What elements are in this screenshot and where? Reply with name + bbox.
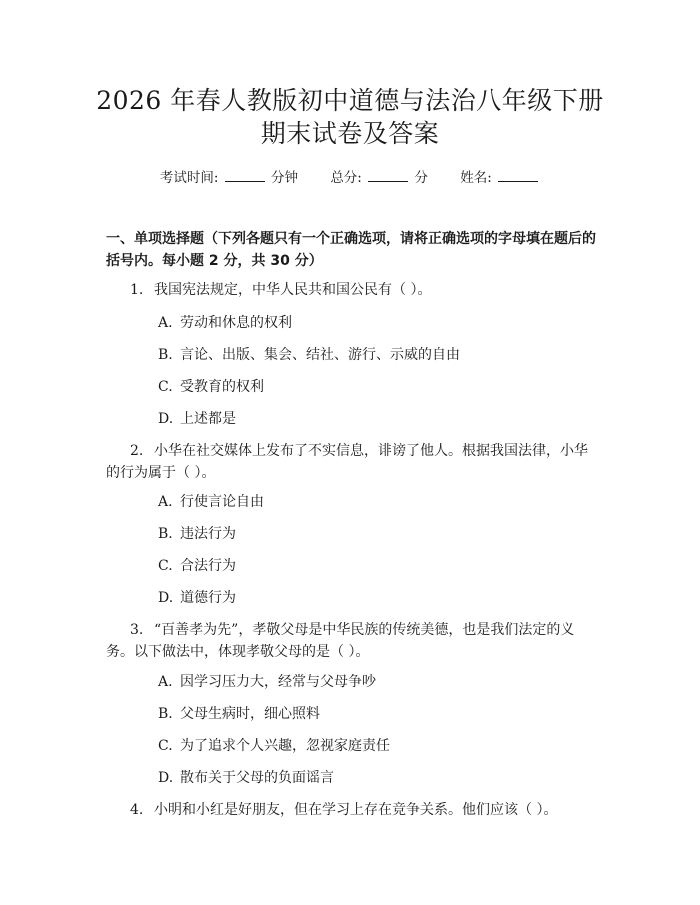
section-heading: 一、单项选择题（下列各题只有一个正确选项，请将正确选项的字母填在题后的括号内。每小题 2 分，共 30 分） bbox=[106, 231, 596, 269]
option-1d bbox=[158, 409, 598, 429]
question-number: 4. bbox=[130, 802, 144, 818]
exam-title-line-2: 期末试卷及答案 bbox=[260, 119, 440, 148]
question-4 bbox=[106, 799, 596, 821]
option-letter: D. bbox=[158, 411, 174, 427]
option-text: 因学习压力大，经常与父母争吵 bbox=[180, 674, 376, 690]
option-letter: D. bbox=[158, 770, 174, 786]
option-1a bbox=[158, 313, 598, 333]
option-letter: A. bbox=[158, 315, 173, 331]
option-letter: C. bbox=[158, 379, 173, 395]
option-letter: A. bbox=[158, 494, 173, 510]
score-label: 总分: bbox=[330, 170, 362, 186]
question-text: 小华在社交媒体上发布了不实信息，诽谤了他人。根据我国法律，小华的行为属于（ ）。 bbox=[106, 443, 588, 481]
question-text: “百善孝为先”，孝敬父母是中华民族的传统美德，也是我们法定的义务。以下做法中，体现孝敬父母的是（ ）。 bbox=[106, 622, 575, 660]
score-unit: 分 bbox=[414, 170, 428, 186]
question-1 bbox=[106, 279, 596, 301]
name-blank bbox=[498, 168, 538, 182]
option-text: 父母生病时，细心照料 bbox=[180, 706, 320, 722]
option-text: 为了追求个人兴趣，忽视家庭责任 bbox=[180, 738, 390, 754]
option-text: 受教育的权利 bbox=[180, 379, 264, 395]
option-letter: C. bbox=[158, 738, 173, 754]
question-text: 小明和小红是好朋友，但在学习上存在竞争关系。他们应该（ ）。 bbox=[154, 802, 558, 818]
option-2a bbox=[158, 492, 598, 512]
question-3 bbox=[106, 619, 596, 663]
option-letter: B. bbox=[158, 526, 173, 542]
option-2b bbox=[158, 524, 598, 544]
option-1c bbox=[158, 377, 598, 397]
option-letter: B. bbox=[158, 347, 173, 363]
score-field bbox=[330, 170, 432, 186]
option-letter: C. bbox=[158, 558, 173, 574]
option-text: 行使言论自由 bbox=[180, 494, 264, 510]
option-1b bbox=[158, 345, 598, 365]
option-text: 言论、出版、集会、结社、游行、示威的自由 bbox=[180, 347, 460, 363]
question-number: 2. bbox=[130, 443, 144, 459]
option-3a bbox=[158, 672, 598, 692]
option-letter: B. bbox=[158, 706, 173, 722]
score-blank bbox=[368, 168, 408, 182]
option-3c bbox=[158, 736, 598, 756]
question-number: 1. bbox=[130, 282, 144, 298]
time-label: 考试时间: bbox=[159, 170, 219, 186]
question-number: 3. bbox=[130, 622, 144, 638]
option-3d bbox=[158, 768, 598, 788]
exam-title-line-1: 2026 年春人教版初中道德与法治八年级下册 bbox=[96, 86, 604, 115]
option-2d bbox=[158, 588, 598, 608]
time-blank bbox=[225, 168, 265, 182]
option-letter: D. bbox=[158, 590, 174, 606]
option-text: 散布关于父母的负面谣言 bbox=[180, 770, 334, 786]
exam-meta bbox=[0, 168, 700, 188]
time-field bbox=[160, 170, 302, 186]
option-2c bbox=[158, 556, 598, 576]
question-2 bbox=[106, 440, 596, 484]
name-field bbox=[460, 170, 540, 186]
name-label: 姓名: bbox=[460, 170, 492, 186]
option-text: 道德行为 bbox=[180, 590, 236, 606]
option-text: 劳动和休息的权利 bbox=[180, 315, 292, 331]
option-text: 违法行为 bbox=[180, 526, 236, 542]
option-text: 上述都是 bbox=[180, 411, 236, 427]
option-letter: A. bbox=[158, 674, 173, 690]
time-unit: 分钟 bbox=[271, 170, 299, 186]
option-3b bbox=[158, 704, 598, 724]
option-text: 合法行为 bbox=[180, 558, 236, 574]
question-text: 我国宪法规定，中华人民共和国公民有（ ）。 bbox=[154, 282, 432, 298]
